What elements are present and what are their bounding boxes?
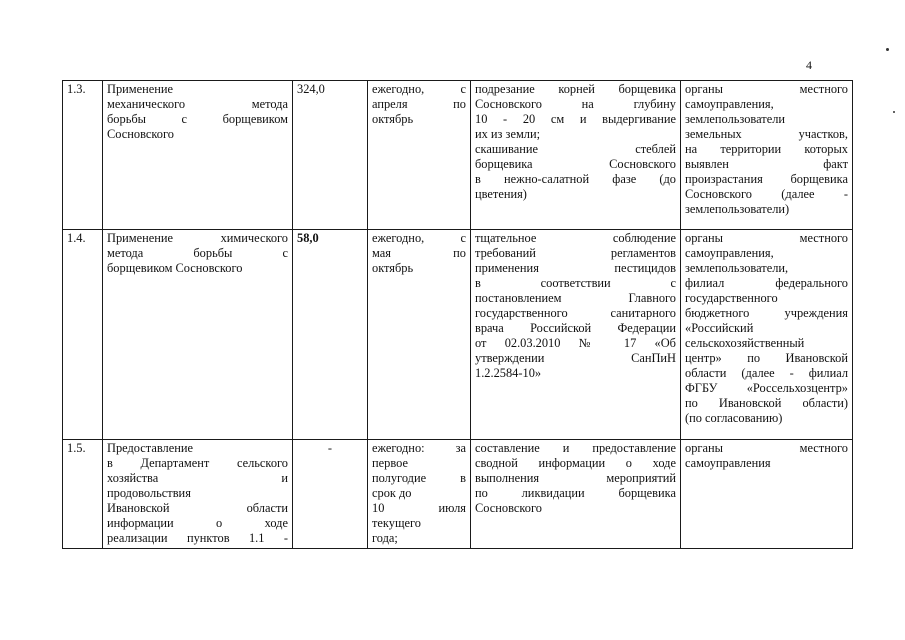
executor-text-line: самоуправления — [685, 456, 771, 470]
executor-cell — [681, 230, 853, 440]
measure-text-line: реализации пунктов 1.1 - — [107, 531, 288, 545]
period-text-line: срок до — [372, 486, 412, 500]
method-text-line: составление и предоставление — [475, 441, 676, 455]
method-text-line: Сосновского на глубину — [475, 97, 676, 111]
measure-text-line: Предоставление — [107, 441, 193, 455]
method-text-line: требований регламентов — [475, 246, 676, 260]
period-text-line: октябрь — [372, 112, 414, 126]
period-text-line: ежегодно, с — [372, 82, 466, 96]
executor-text-line: на территории которых — [685, 142, 848, 156]
executor-text-line: по Ивановской области) — [685, 396, 848, 410]
executor-text-line: сельскохозяйственный — [685, 336, 805, 350]
period-cell — [368, 440, 471, 549]
table-row — [63, 81, 853, 230]
executor-text-line: государственного — [685, 291, 778, 305]
measure-text-line: Применение — [107, 82, 174, 96]
method-text-line: 1.2.2584-10» — [475, 366, 542, 380]
method-text-line: Сосновского — [475, 501, 542, 515]
period-text-line: ежегодно, с — [372, 231, 466, 245]
method-text-line: борщевика Сосновского — [475, 157, 676, 171]
period-text-line: ежегодно: за — [372, 441, 466, 455]
method-text-line: подрезание корней борщевика — [475, 82, 676, 96]
page-number: 4 — [806, 58, 812, 72]
period-text-line: 10 июля — [372, 501, 466, 515]
method-text-line: цветения) — [475, 187, 527, 201]
executor-text-line: Сосновского (далее - — [685, 187, 848, 201]
method-text-line: применения пестицидов — [475, 261, 676, 275]
executor-text-line: центр» по Ивановской — [685, 351, 848, 365]
period-text-line: октябрь — [372, 261, 414, 275]
method-text-line: сводной информации о ходе — [475, 456, 676, 470]
method-text-line: в соответствии с — [475, 276, 676, 290]
measure-text-line: хозяйства и — [107, 471, 288, 485]
method-text-line: утверждении СанПиН — [475, 351, 676, 365]
period-text-line: года; — [372, 531, 398, 545]
method-text-line: постановлением Главного — [475, 291, 676, 305]
executor-text-line: органы местного — [685, 82, 848, 96]
measure-text-line: продовольствия — [107, 486, 191, 500]
table-row — [63, 440, 853, 549]
measure-text-line: в Департамент сельского — [107, 456, 288, 470]
period-text-line: текущего — [372, 516, 421, 530]
period-text-line: апреля по — [372, 97, 466, 111]
method-cell — [471, 81, 681, 230]
executor-text-line: выявлен факт — [685, 157, 848, 171]
executor-text-line: органы местного — [685, 441, 848, 455]
measure-text-line: борщевиком Сосновского — [107, 261, 243, 275]
period-text-line: полугодие в — [372, 471, 466, 485]
item-number: 1.3. — [63, 81, 103, 230]
method-text-line: от 02.03.2010 № 17 «Об — [475, 336, 676, 350]
scan-speck — [893, 111, 895, 113]
table-row — [63, 230, 853, 440]
measure-text-line: механического метода — [107, 97, 288, 111]
executor-text-line: органы местного — [685, 231, 848, 245]
method-text-line: выполнения мероприятий — [475, 471, 676, 485]
item-number: 1.4. — [63, 230, 103, 440]
executor-text-line: филиал федерального — [685, 276, 848, 290]
method-text-line: государственного санитарного — [475, 306, 676, 320]
executor-text-line: ФГБУ «Россельхозцентр» — [685, 381, 848, 395]
executor-text-line: землепользователи, — [685, 261, 789, 275]
executor-text-line: землепользователи — [685, 112, 786, 126]
measure-cell — [103, 81, 293, 230]
measure-text-line: метода борьбы с — [107, 246, 288, 260]
method-text-line: их из земли; — [475, 127, 541, 141]
item-number: 1.5. — [63, 440, 103, 549]
measure-text-line: информации о ходе — [107, 516, 288, 530]
scan-speck — [886, 48, 889, 51]
method-text-line: тщательное соблюдение — [475, 231, 676, 245]
period-cell — [368, 81, 471, 230]
measure-cell — [103, 230, 293, 440]
executor-cell — [681, 440, 853, 549]
method-text-line: в нежно-салатной фазе (до — [475, 172, 676, 186]
method-cell — [471, 440, 681, 549]
executor-cell — [681, 81, 853, 230]
method-text-line: по ликвидации борщевика — [475, 486, 676, 500]
period-text-line: мая по — [372, 246, 466, 260]
cost-cell: - — [293, 440, 368, 549]
cost-cell: 324,0 — [293, 81, 368, 230]
executor-text-line: бюджетного учреждения — [685, 306, 848, 320]
measure-text-line: Ивановской области — [107, 501, 288, 515]
period-text-line: первое — [372, 456, 408, 470]
measures-table — [62, 80, 853, 549]
measure-cell — [103, 440, 293, 549]
executor-text-line: области (далее - филиал — [685, 366, 848, 380]
method-cell — [471, 230, 681, 440]
method-text-line: 10 - 20 см и выдергивание — [475, 112, 676, 126]
method-text-line: врача Российской Федерации — [475, 321, 676, 335]
cost-cell: 58,0 — [293, 230, 368, 440]
measure-text-line: Сосновского — [107, 127, 174, 141]
executor-text-line: самоуправления, — [685, 246, 774, 260]
executor-text-line: земельных участков, — [685, 127, 848, 141]
executor-text-line: самоуправления, — [685, 97, 774, 111]
method-text-line: скашивание стеблей — [475, 142, 676, 156]
executor-text-line: землепользователи) — [685, 202, 790, 216]
executor-text-line: «Российский — [685, 321, 754, 335]
executor-text-line: произрастания борщевика — [685, 172, 848, 186]
period-cell — [368, 230, 471, 440]
measure-text-line: Применение химического — [107, 231, 288, 245]
measure-text-line: борьбы с борщевиком — [107, 112, 288, 126]
executor-text-line: (по согласованию) — [685, 411, 783, 425]
